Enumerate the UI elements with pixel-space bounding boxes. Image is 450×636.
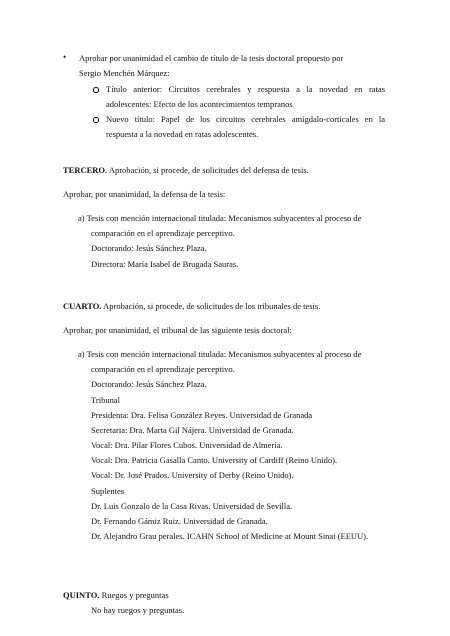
section-title: Aprobación, si procede, de solicitudes del defensa de tesis.	[107, 165, 309, 175]
list-line: Vocal: Dr. José Prados. University of Derby (Reino Unido).	[91, 470, 294, 480]
section-label: TERCERO.	[63, 165, 108, 175]
list-line: Directora: María Isabel de Brugada Sauras.	[91, 259, 239, 269]
list-line: comparación en el aprendizaje perceptivo.	[91, 228, 235, 238]
section-intro: Aprobar, por unanimidad, el tribunal de las siguiente tesis doctoral:	[63, 325, 292, 335]
list-line: comparación en el aprendizaje perceptivo.	[91, 364, 235, 374]
paragraph-line: Sergio Menchén Márquez:	[79, 68, 170, 78]
list-line: Vocal: Dra. Pilar Flores Cubos. Universidad de Almería.	[91, 440, 283, 450]
list-line: Dr. Alejandro Grau perales. ICAHN School of Medicine at Mount Sinai (EEUU).	[91, 531, 369, 541]
section-cuarto-heading	[63, 301, 320, 312]
sub-item-line: Nuevo título: Papel de los circuitos cerebrales amígdalo-corticales en la	[106, 114, 385, 124]
list-line: a) Tesis con mención internacional titulada: Mecanismos subyacentes al proceso de	[78, 349, 362, 359]
list-line: Secretaria: Dra. Marta Gil Nájera. Universidad de Granada.	[91, 425, 294, 435]
sub-item-line: adolescentes: Efecto de los acontecimientos tempranos	[106, 99, 293, 109]
sub-bullet-marker	[93, 117, 99, 123]
section-label: CUARTO.	[63, 301, 102, 311]
list-line: Tribunal	[91, 395, 120, 405]
sub-bullet-marker	[93, 87, 99, 93]
section-label: QUINTO.	[63, 590, 100, 600]
section-title: Ruegos y preguntas	[99, 590, 169, 600]
list-line: Doctorando: Jesús Sánchez Plaza.	[91, 379, 207, 389]
list-line: Presidenta: Dra. Felisa González Reyes. Universidad de Granada	[91, 410, 313, 420]
section-title: Aprobación, si procede, de solicitudes de los tribunales de tesis.	[101, 301, 321, 311]
section-intro: Aprobar, por unanimidad, la defensa de la tesis:	[63, 189, 226, 199]
bullet-marker: •	[63, 52, 67, 62]
list-line: Suplentes	[91, 486, 125, 496]
section-body-line: No hay ruegos y preguntas.	[91, 605, 185, 615]
list-line: a) Tesis con mención internacional titulada: Mecanismos subyacentes al proceso de	[78, 213, 362, 223]
list-line: Dr. Fernando Gámiz Ruiz. Universidad de Granada.	[91, 516, 268, 526]
paragraph-line: Aprobar por unanimidad el cambio de título de la tesis doctoral propuesto por	[79, 53, 344, 63]
sub-item-line: respuesta a la novedad en ratas adolescentes.	[106, 129, 259, 139]
section-tercero-heading	[63, 165, 309, 176]
list-line: Dr. Luis Gonzalo de la Casa Rivas. Universidad de Sevilla.	[91, 501, 293, 511]
section-quinto-heading	[63, 590, 169, 601]
list-line: Doctorando: Jesús Sánchez Plaza.	[91, 243, 207, 253]
sub-item-line: Título anterior: Circuitos cerebrales y respuesta a la novedad en ratas	[106, 84, 385, 94]
list-line: Vocal: Dra. Patricia Gasalla Canto. University of Cardiff (Reino Unido).	[91, 455, 338, 465]
